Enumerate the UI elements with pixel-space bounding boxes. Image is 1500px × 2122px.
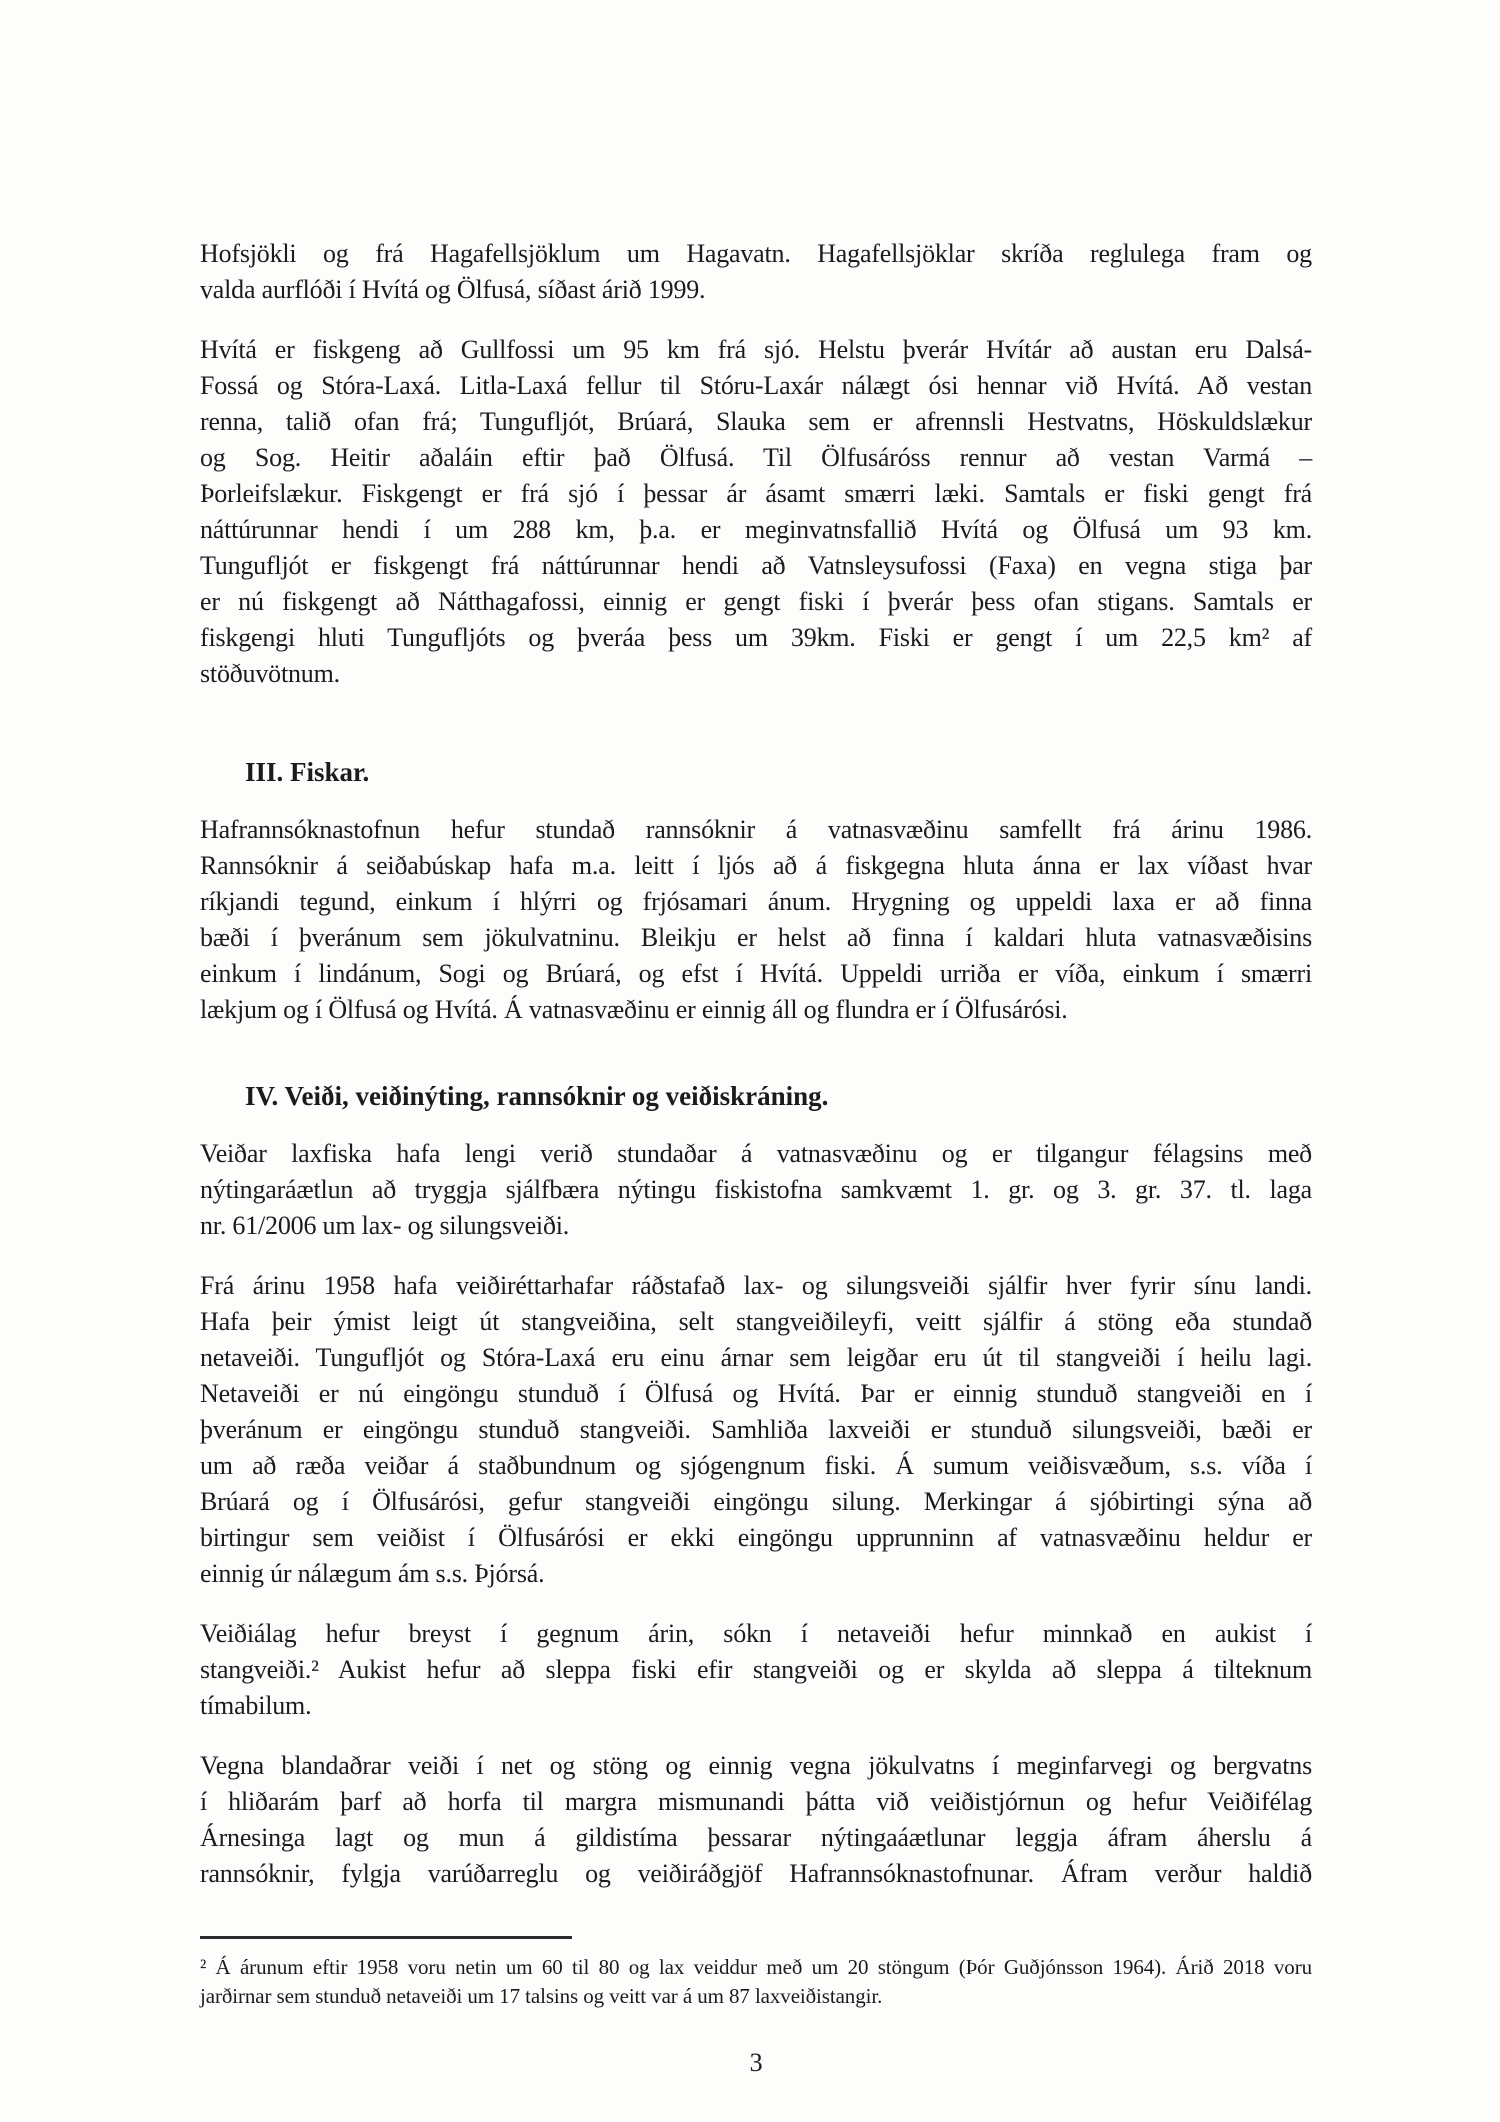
text-line: Hofsjökli og frá Hagafellsjöklum um Hagavatn. Hagafellsjöklar skríða reglulega fram og: [200, 239, 1312, 268]
text-line: fiskgengi hluti Tungufljóts og þveráa þess um 39km. Fiski er gengt í um 22,5 km² af: [200, 623, 1312, 652]
paragraph: [200, 236, 1312, 308]
text-line: einnig úr nálægum ám s.s. Þjórsá.: [200, 1559, 545, 1588]
text-line: renna, talið ofan frá; Tungufljót, Brúará, Slauka sem er afrennsli Hestvatns, Höskuldslækur: [200, 407, 1312, 436]
paragraph: [200, 1268, 1312, 1592]
section-heading-iv-veidi: IV. Veiði, veiðinýting, rannsóknir og veiðiskráning.: [245, 1081, 829, 1111]
text-line: náttúrunnar hendi í um 288 km, þ.a. er meginvatnsfallið Hvítá og Ölfusá um 93 km.: [200, 515, 1312, 544]
footnote-separator: [200, 1936, 572, 1939]
text-line: Brúará og í Ölfusárósi, gefur stangveiði eingöngu silung. Merkingar á sjóbirtingi sýna að: [200, 1487, 1312, 1516]
text-line: Veiðiálag hefur breyst í gegnum árin, sókn í netaveiði hefur minnkað en aukist í: [200, 1619, 1312, 1648]
text-line: um að ræða veiðar á staðbundnum og sjógengnum fiski. Á sumum veiðisvæðum, s.s. víða í: [200, 1451, 1312, 1480]
text-line: Veiðar laxfiska hafa lengi verið stundaðar á vatnasvæðinu og er tilgangur félagsins með: [200, 1139, 1312, 1168]
text-column: [200, 236, 1312, 2081]
text-line: Fossá og Stóra-Laxá. Litla-Laxá fellur til Stóru-Laxár nálægt ósi hennar við Hvítá. Að vestan: [200, 371, 1312, 400]
section-heading-iii-fiskar: III. Fiskar.: [245, 757, 370, 787]
text-line: bæði í þveránum sem jökulvatninu. Bleikju er helst að finna í kaldari hluta vatnasvæðisins: [200, 923, 1312, 952]
text-line: Vegna blandaðrar veiði í net og stöng og einnig vegna jökulvatns í meginfarvegi og bergvatns: [200, 1751, 1312, 1780]
text-line: þveránum er eingöngu stunduð stangveiði. Samhliða laxveiði er stunduð silungsveiði, bæði er: [200, 1415, 1312, 1444]
text-line: valda aurflóði í Hvítá og Ölfusá, síðast árið 1999.: [200, 275, 706, 304]
page-number: 3: [749, 2048, 763, 2077]
text-line: birtingur sem veiðist í Ölfusárósi er ekki eingöngu upprunninn af vatnasvæðinu heldur er: [200, 1523, 1312, 1552]
text-line: Árnesinga lagt og mun á gildistíma þessarar nýtingaáætlunar leggja áfram áherslu á: [200, 1823, 1312, 1852]
text-line: Tungufljót er fiskgengt frá náttúrunnar hendi að Vatnsleysufossi (Faxa) en vegna stiga þar: [200, 551, 1312, 580]
text-line: Netaveiði er nú eingöngu stunduð í Ölfusá og Hvítá. Þar er einnig stunduð stangveiði en í: [200, 1379, 1312, 1408]
footnote: [200, 1953, 1312, 2011]
text-line: ríkjandi tegund, einkum í hlýrri og frjósamari ánum. Hrygning og uppeldi laxa er að finna: [200, 887, 1312, 916]
text-line: nýtingaráætlun að tryggja sjálfbæra nýtingu fiskistofna samkvæmt 1. gr. og 3. gr. 37. tl. laga: [200, 1175, 1312, 1204]
footnote-line: ² Á árunum eftir 1958 voru netin um 60 til 80 og lax veiddur með um 20 stöngum (Þór Guðjónsson 1964). Árið 2018 voru: [200, 1955, 1312, 1979]
text-line: Rannsóknir á seiðabúskap hafa m.a. leitt í ljós að á fiskgegna hluta ánna er lax víðast hvar: [200, 851, 1312, 880]
text-line: tímabilum.: [200, 1691, 312, 1720]
text-line: stöðuvötnum.: [200, 659, 340, 688]
paragraph: [200, 812, 1312, 1028]
text-line: Þorleifslækur. Fiskgengt er frá sjó í þessar ár ásamt smærri læki. Samtals er fiski gengt frá: [200, 479, 1312, 508]
text-line: Frá árinu 1958 hafa veiðiréttarhafar ráðstafað lax- og silungsveiði sjálfir hver fyrir sínu landi.: [200, 1271, 1312, 1300]
text-line: Hvítá er fiskgeng að Gullfossi um 95 km frá sjó. Helstu þverár Hvítár að austan eru Dalsá-: [200, 335, 1312, 364]
text-line: rannsóknir, fylgja varúðarreglu og veiðiráðgjöf Hafrannsóknastofnunar. Áfram verður haldið: [200, 1859, 1312, 1888]
text-line: Hafrannsóknastofnun hefur stundað rannsóknir á vatnasvæðinu samfellt frá árinu 1986.: [200, 815, 1312, 844]
text-line: stangveiði.² Aukist hefur að sleppa fiski efir stangveiði og er skylda að sleppa á tilteknum: [200, 1655, 1312, 1684]
paragraph: [200, 332, 1312, 692]
paragraph: [200, 1748, 1312, 1892]
text-line: og Sog. Heitir aðaláin eftir það Ölfusá. Til Ölfusáróss rennur að vestan Varmá –: [200, 443, 1312, 472]
text-line: Hafa þeir ýmist leigt út stangveiðina, selt stangveiðileyfi, veitt sjálfir á stöng eða stundað: [200, 1307, 1312, 1336]
text-line: í hliðarám þarf að horfa til margra mismunandi þátta við veiðistjórnun og hefur Veiðifélag: [200, 1787, 1312, 1816]
paragraph: [200, 1136, 1312, 1244]
text-line: er nú fiskgengt að Nátthagafossi, einnig er gengt fiski í þverár þess ofan stigans. Samtals er: [200, 587, 1312, 616]
text-line: netaveiði. Tungufljót og Stóra-Laxá eru einu árnar sem leigðar eru út til stangveiði í heilu lagi.: [200, 1343, 1312, 1372]
footnote-line: jarðirnar sem stunduð netaveiði um 17 talsins og veitt var á um 87 laxveiðistangir.: [200, 1984, 883, 2008]
text-line: nr. 61/2006 um lax- og silungsveiði.: [200, 1211, 570, 1240]
paragraph: [200, 1616, 1312, 1724]
text-line: einkum í lindánum, Sogi og Brúará, og efst í Hvítá. Uppeldi urriða er víða, einkum í smærri: [200, 959, 1312, 988]
text-line: lækjum og í Ölfusá og Hvítá. Á vatnasvæðinu er einnig áll og flundra er í Ölfusárósi.: [200, 995, 1068, 1024]
